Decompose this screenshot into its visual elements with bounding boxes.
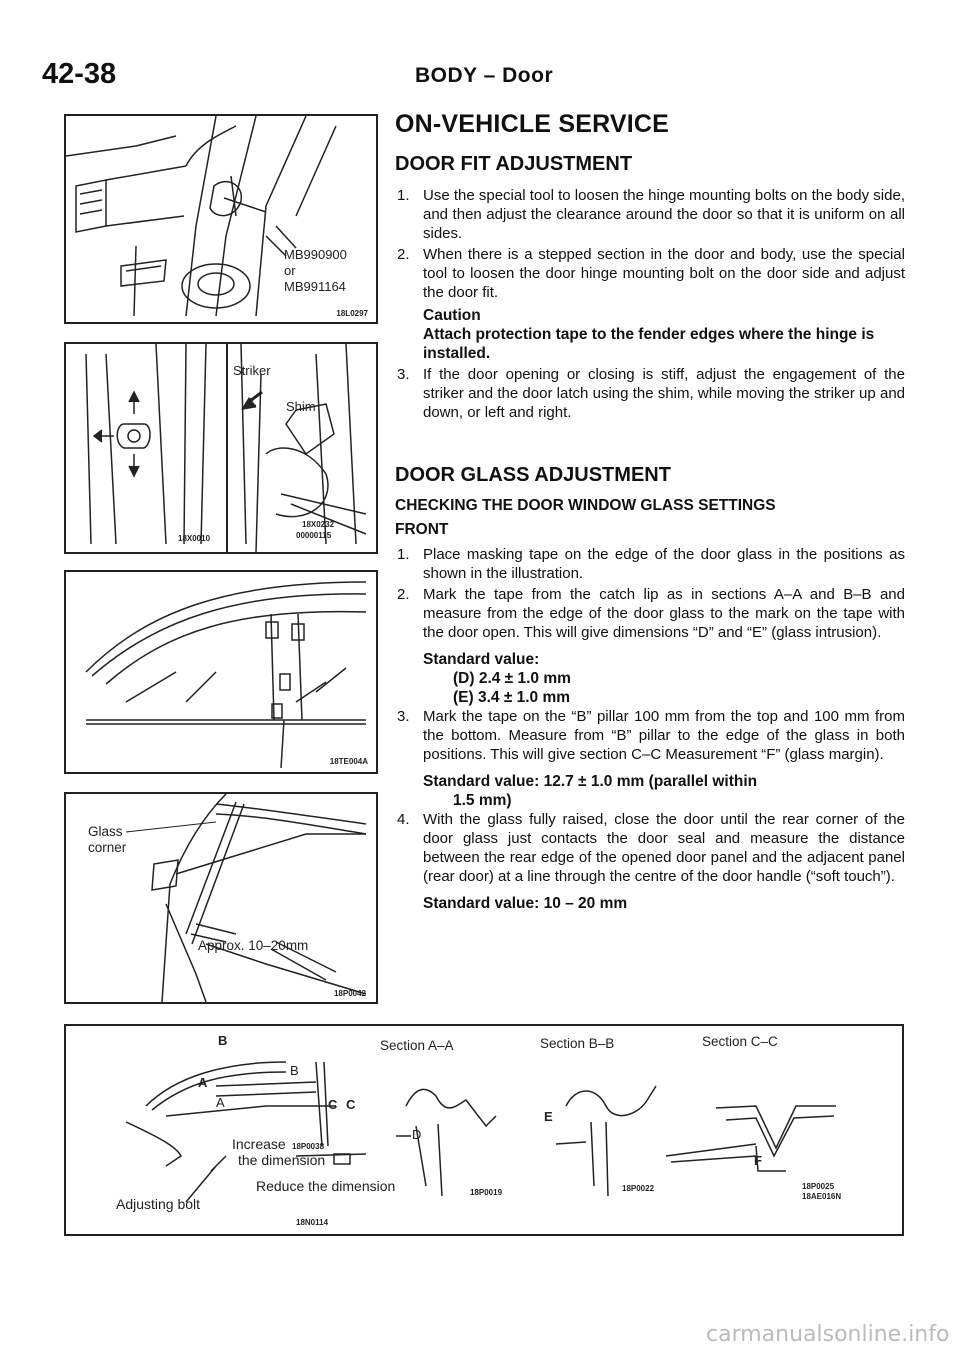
- figure-code: 18P0042: [333, 989, 366, 998]
- page-title: BODY – Door: [415, 64, 554, 87]
- tool-label-1: MB990900: [284, 247, 347, 262]
- door-glass-illustration: [66, 572, 376, 772]
- caution-block: [395, 306, 905, 363]
- text-column: [395, 110, 905, 913]
- adjusting-bolt-label: Adjusting bolt: [116, 1196, 201, 1212]
- page-number: 42-38: [42, 58, 117, 90]
- letter-e: E: [544, 1109, 553, 1124]
- increase-label: Increase: [232, 1136, 286, 1152]
- list-item: [395, 245, 905, 302]
- item-text: With the glass fully raised, close the door until the rear corner of the door glass just contacts the door seal and measure the distance between the rear edge of the opened door panel and the adjacent panel (rear door) at a line through the centre of the door handle (“soft touch”).: [423, 811, 905, 885]
- letter-b-top: B: [218, 1033, 228, 1048]
- letter-c-1: C: [328, 1097, 338, 1112]
- subsection-title: CHECKING THE DOOR WINDOW GLASS SETTINGS: [395, 497, 776, 514]
- figure-hinge-tool: [64, 114, 378, 324]
- item-number: 2.: [397, 246, 410, 263]
- figure-sections: [64, 1024, 904, 1236]
- code-1: 18P0038: [292, 1142, 325, 1151]
- figure-code: 18TE004A: [329, 757, 368, 766]
- shim-label: Shim: [286, 399, 316, 414]
- list-item: [395, 365, 905, 422]
- letter-f: F: [754, 1153, 762, 1168]
- code-2: 18N0114: [296, 1218, 329, 1227]
- page-header: [0, 58, 960, 98]
- item-number: 2.: [397, 586, 410, 603]
- item-number: 1.: [397, 546, 410, 563]
- subsection-front: FRONT: [395, 521, 449, 538]
- approx-label: Approx. 10–20mm: [198, 938, 309, 953]
- standard-value-d: (D) 2.4 ± 1.0 mm: [453, 670, 571, 687]
- section-aa: Section A–A: [380, 1038, 454, 1053]
- glass-label: Glass: [88, 824, 123, 839]
- item-text: Mark the tape on the “B” pillar 100 mm from the top and 100 mm from the bottom. Measure from “B” pillar to the edge of the glass in both positions. This will give section C–C Measurement “F” (glass margin).: [423, 708, 905, 763]
- tool-label-2: MB991164: [284, 279, 346, 294]
- section-bb: Section B–B: [540, 1036, 615, 1051]
- figure-striker-shim: [64, 342, 378, 554]
- letter-a-inner: A: [216, 1095, 225, 1110]
- letter-a-left: A: [198, 1075, 208, 1090]
- figure-code: 18L0297: [336, 309, 368, 318]
- item-text: Mark the tape from the catch lip as in sections A–A and B–B and measure from the edge of the door glass to the mark on the tape with the door open. This will give dimensions “D” and “E” (glass intrusion).: [423, 586, 905, 641]
- caution-title: Caution: [423, 307, 481, 324]
- list-item: [395, 707, 905, 764]
- figure-door-glass-tape: [64, 570, 378, 774]
- item-number: 3.: [397, 708, 410, 725]
- standard-value-gap: Standard value: 10 – 20 mm: [423, 895, 628, 912]
- item-text: Use the special tool to loosen the hinge mounting bolts on the body side, and then adjust the clearance around the door so that it is uniform on all sides.: [423, 187, 905, 242]
- caution-text: Attach protection tape to the fender edges where the hinge is installed.: [423, 326, 875, 362]
- list-item: [395, 810, 905, 886]
- standard-value-f-line2: 1.5 mm): [453, 792, 512, 809]
- list-item: [395, 186, 905, 243]
- code-5: 18P0025: [802, 1182, 835, 1191]
- item-text: When there is a stepped section in the door and body, use the special tool to loosen the door hinge mounting bolt on the door side and adjust the door fit.: [423, 246, 905, 301]
- standard-value-title: Standard value:: [423, 651, 540, 668]
- code-3: 18P0019: [470, 1188, 503, 1197]
- item-number: 3.: [397, 366, 410, 383]
- section-cc: Section C–C: [702, 1034, 778, 1049]
- reduce-label: Reduce the dimension: [256, 1178, 396, 1194]
- corner-label: corner: [88, 840, 127, 855]
- increase-dimension-label: the dimension: [238, 1152, 326, 1168]
- item-number: 4.: [397, 811, 410, 828]
- figure-glass-corner: [64, 792, 378, 1004]
- tool-label-or: or: [284, 263, 296, 278]
- item-text: Place masking tape on the edge of the door glass in the positions as shown in the illustration.: [423, 546, 905, 582]
- section-title-door-glass: DOOR GLASS ADJUSTMENT: [395, 464, 671, 486]
- section-title-door-fit: DOOR FIT ADJUSTMENT: [395, 153, 633, 175]
- letter-b-inner: B: [290, 1063, 299, 1078]
- figure-code-2: 18X0232: [302, 520, 335, 529]
- item-number: 1.: [397, 187, 410, 204]
- figure-code-1: 18X0010: [178, 534, 211, 543]
- striker-label: Striker: [233, 363, 271, 378]
- standard-value-f-line1: Standard value: 12.7 ± 1.0 mm (parallel within: [423, 773, 758, 790]
- letter-d: D: [412, 1127, 422, 1142]
- list-item: [395, 585, 905, 642]
- item-text: If the door opening or closing is stiff, adjust the engagement of the striker and the door latch using the shim, while moving the striker up and down, or left and right.: [423, 366, 905, 421]
- main-title: ON-VEHICLE SERVICE: [395, 110, 670, 138]
- letter-c-2: C: [346, 1097, 356, 1112]
- code-6: 18AE016N: [802, 1192, 842, 1201]
- watermark: carmanualsonline.info: [706, 1322, 950, 1347]
- standard-value-e: (E) 3.4 ± 1.0 mm: [453, 689, 571, 706]
- figure-code-3: 00000115: [296, 531, 332, 540]
- list-item: [395, 545, 905, 583]
- code-4: 18P0022: [622, 1184, 655, 1193]
